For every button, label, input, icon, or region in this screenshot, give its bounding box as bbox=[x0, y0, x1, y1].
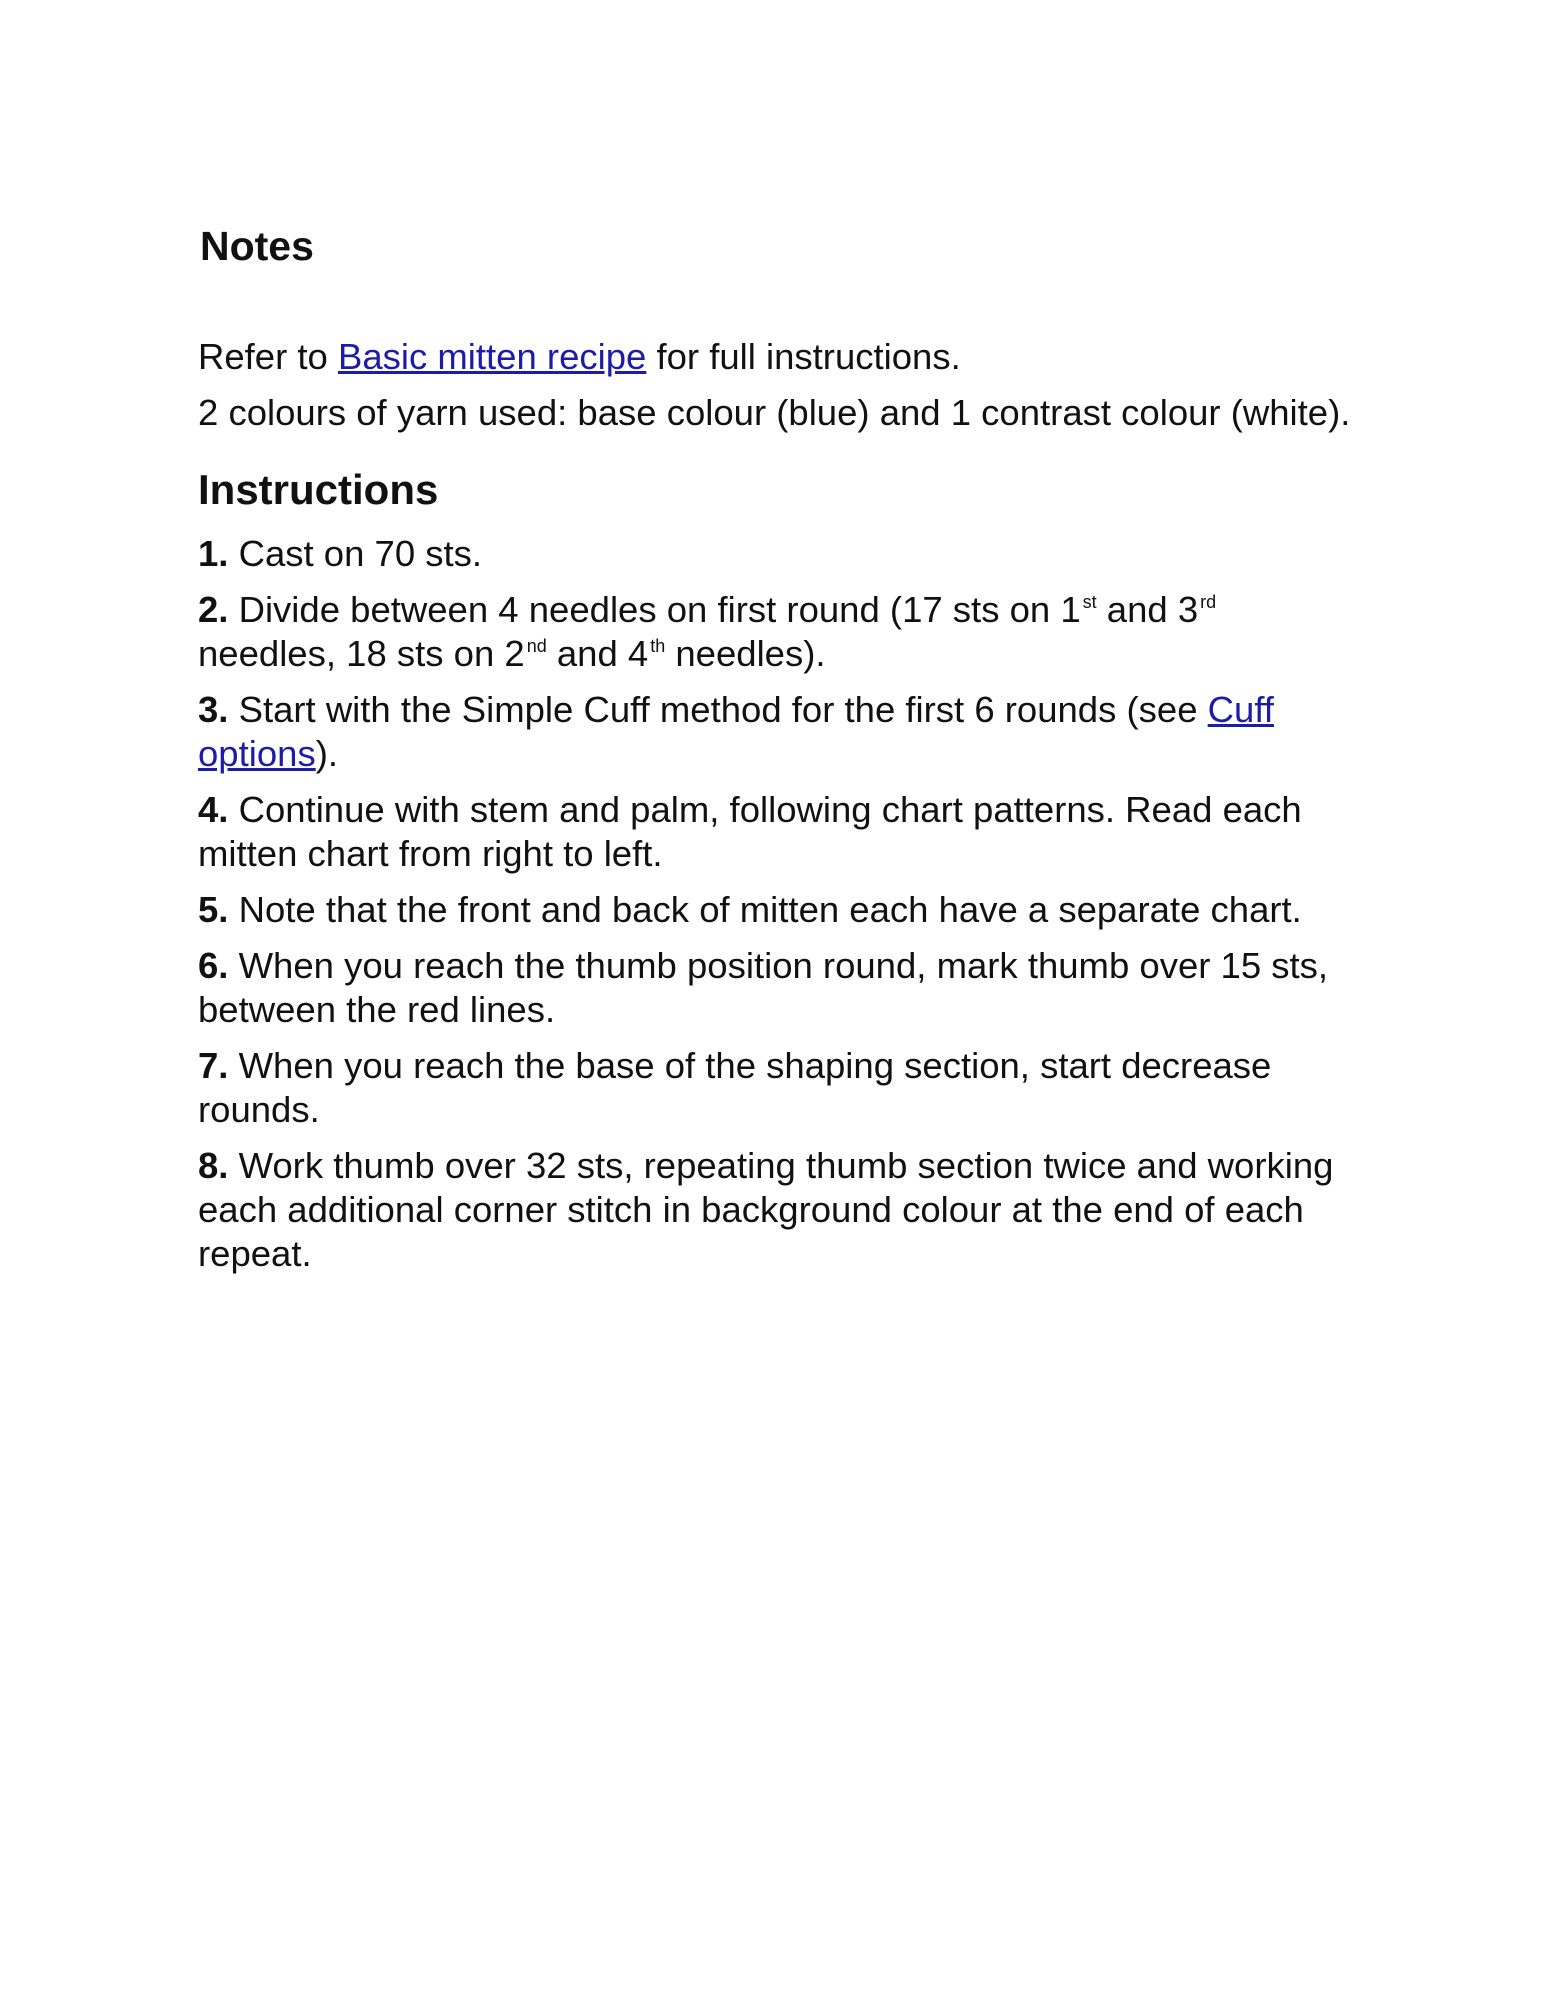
step-text: Work thumb over 32 sts, repeating thumb section twice and working each additional corner stitch in background colour at the end of each repeat. bbox=[198, 1144, 1334, 1274]
step-number: 7. bbox=[198, 1044, 229, 1086]
step-number: 5. bbox=[198, 888, 229, 930]
step-8 bbox=[198, 1144, 1358, 1276]
step-text: Note that the front and back of mitten each have a separate chart. bbox=[228, 888, 1302, 930]
step-number: 2. bbox=[198, 588, 229, 630]
instructions-heading: Instructions bbox=[198, 466, 439, 514]
refer-prefix: Refer to bbox=[198, 336, 338, 378]
ordinal-suffix: nd bbox=[526, 635, 547, 656]
refer-suffix: for full instructions. bbox=[646, 336, 961, 378]
ordinal-suffix: st bbox=[1082, 591, 1097, 612]
refer-paragraph bbox=[198, 335, 1358, 379]
step-number: 3. bbox=[198, 688, 229, 730]
ordinal-suffix: th bbox=[650, 635, 666, 656]
step-text: and 3 bbox=[1096, 588, 1199, 630]
step-text: Divide between 4 needles on first round (17 sts on 1 bbox=[228, 588, 1081, 630]
step-text: When you reach the thumb position round, mark thumb over 15 sts, between the red lines. bbox=[198, 944, 1329, 1030]
document-page bbox=[198, 222, 1358, 1288]
cuff-options-link[interactable]: Cuff options bbox=[198, 688, 1274, 774]
yarn-paragraph: 2 colours of yarn used: base colour (blue) and 1 contrast colour (white). bbox=[198, 392, 1351, 434]
step-6 bbox=[198, 944, 1358, 1032]
step-5 bbox=[198, 888, 1358, 932]
step-1 bbox=[198, 532, 1358, 576]
step-3 bbox=[198, 688, 1358, 776]
step-number: 1. bbox=[198, 532, 229, 574]
step-text: Start with the Simple Cuff method for the first 6 rounds (see bbox=[228, 688, 1208, 730]
step-text: needles, 18 sts on 2 bbox=[198, 632, 525, 674]
step-text: When you reach the base of the shaping section, start decrease rounds. bbox=[198, 1044, 1272, 1130]
step-text: needles). bbox=[665, 632, 826, 674]
step-text: ). bbox=[315, 732, 338, 774]
step-7 bbox=[198, 1044, 1358, 1132]
step-number: 8. bbox=[198, 1144, 229, 1186]
step-number: 6. bbox=[198, 944, 229, 986]
step-number: 4. bbox=[198, 788, 229, 830]
step-text: and 4 bbox=[546, 632, 649, 674]
basic-mitten-recipe-link[interactable]: Basic mitten recipe bbox=[337, 336, 647, 378]
ordinal-suffix: rd bbox=[1200, 591, 1217, 612]
step-4 bbox=[198, 788, 1358, 876]
notes-heading: Notes bbox=[200, 223, 314, 269]
step-text: Cast on 70 sts. bbox=[228, 532, 483, 574]
step-2 bbox=[198, 588, 1358, 676]
step-text: Continue with stem and palm, following chart patterns. Read each mitten chart from right to left. bbox=[198, 788, 1302, 874]
